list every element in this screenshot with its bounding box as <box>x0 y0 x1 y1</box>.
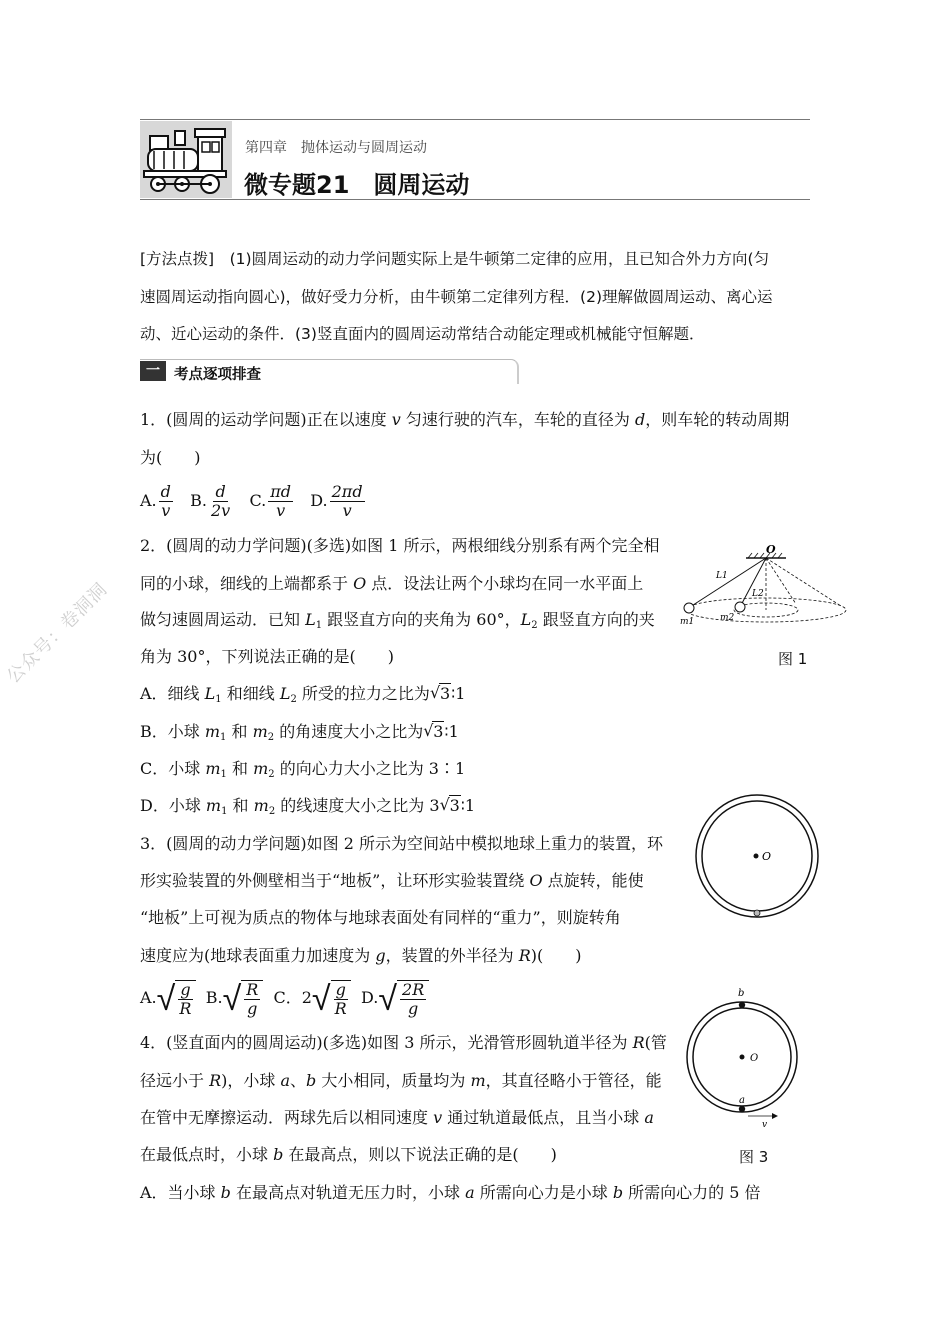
q2-option-c[interactable]: C．小球 $m_1$ 和 $m_2$ 的向心力大小之比为 3∶1 <box>140 759 466 780</box>
figure-2 <box>694 793 820 919</box>
fig2-label-O: O <box>762 850 772 863</box>
fig3-label-a: a <box>739 1095 745 1106</box>
q2-stem-line-3: 做匀速圆周运动．已知 $L_1$ 跟竖直方向的夹角为 60°，$L_2$ 跟竖直方向的夹 <box>140 610 655 631</box>
q1-option-a[interactable]: A. $\frac{d}{v}$ <box>140 482 171 520</box>
section-number: 一 <box>140 361 166 381</box>
fig1-label-O: O <box>766 544 776 556</box>
q4-stem-line-1: 4．(竖直面内的圆周运动)(多选)如图 3 所示，光滑管形圆轨道半径为 R(管 <box>140 1033 667 1052</box>
q4-stem-line-4: 在最低点时，小球 b 在最高点，则以下说法正确的是( ) <box>140 1145 557 1164</box>
q2-stem-line-1: 2．(圆周的动力学问题)(多选)如图 1 所示，两根细线分别系有两个完全相 <box>140 536 660 555</box>
q1-stem-line-1: 1．(圆周的运动学问题)正在以速度 v 匀速行驶的汽车，车轮的直径为 d，则车轮的转动周期 <box>140 410 790 429</box>
q3-option-b[interactable]: B. √ R g <box>206 988 264 1007</box>
conical-pendulum-diagram <box>676 544 850 632</box>
q1-options <box>140 482 367 520</box>
q2-stem-line-2: 同的小球，细线的上端都系于 O 点．设法让两个小球均在同一水平面上 <box>140 574 644 593</box>
header-top-rule <box>140 119 810 120</box>
q1-option-b[interactable]: B. $\frac{d}{2v}$ <box>190 482 231 520</box>
q3-option-a[interactable]: A. √ g R <box>140 988 196 1007</box>
intro-line-2: 速圆周运动指向圆心)，做好受力分析，由牛顿第二定律列方程．(2)理解做圆周运动、离心运 <box>140 288 773 306</box>
q4-stem-line-3: 在管中无摩擦运动．两球先后以相同速度 v 通过轨道最低点，且当小球 a <box>140 1108 654 1127</box>
figure-3-caption: 图 3 <box>739 1148 769 1166</box>
q3-options <box>140 978 429 1019</box>
section-header <box>140 359 519 384</box>
fig1-label-m2: m2 <box>720 613 735 623</box>
fig3-label-b: b <box>738 988 745 999</box>
tube-track-diagram <box>686 986 802 1128</box>
q3-option-c[interactable]: C．2 √ g R <box>273 988 350 1007</box>
fig1-label-L1: L1 <box>716 571 728 581</box>
q2-stem-line-4: 角为 30°，下列说法正确的是( ) <box>140 647 394 666</box>
q3-stem-line-2: 形实验装置的外侧壁相当于“地板”，让环形实验装置绕 O 点旋转，能使 <box>140 871 644 890</box>
q1-option-d[interactable]: D. $\frac{2\pi d}{v}$ <box>310 482 363 520</box>
q1-stem-line-2: 为( ) <box>140 448 201 467</box>
q1-option-c[interactable]: C. $\frac{\pi d}{v}$ <box>249 482 292 520</box>
q3-option-d[interactable]: D. √ 2R g <box>361 988 429 1007</box>
fig1-label-L2: L2 <box>752 589 764 599</box>
header-bottom-rule <box>140 199 810 200</box>
q3-stem-line-4: 速度应为(地球表面重力加速度为 g，装置的外半径为 R)( ) <box>140 946 582 965</box>
q2-option-a[interactable]: A．细线 $L_1$ 和细线 $L_2$ 所受的拉力之比为√ 3∶1 <box>140 684 465 704</box>
q2-option-d[interactable]: D．小球 $m_1$ 和 $m_2$ 的线速度大小之比为 3√ 3∶1 <box>140 796 475 816</box>
figure-1-caption: 图 1 <box>778 650 808 668</box>
train-logo <box>140 121 232 198</box>
ring-device-diagram <box>694 793 820 919</box>
q4-option-a[interactable]: A．当小球 b 在最高点对轨道无压力时，小球 a 所需向心力是小球 b 所需向心力的 5 倍 <box>140 1183 761 1202</box>
intro-line-1: [方法点拨] (1)圆周运动的动力学问题实际上是牛顿第二定律的应用，且已知合外力方向(匀 <box>140 250 770 268</box>
page-title: 微专题21 圆周运动 <box>244 171 470 199</box>
q2-option-b[interactable]: B．小球 $m_1$ 和 $m_2$ 的角速度大小之比为√ 3∶1 <box>140 722 459 742</box>
fig3-label-v: v <box>762 1120 768 1128</box>
watermark: 公众号：卷洞洞 <box>2 578 112 688</box>
q4-stem-line-2: 径远小于 R)，小球 a、b 大小相同，质量均为 m，其直径略小于管径，能 <box>140 1071 662 1090</box>
section-title: 考点逐项排查 <box>174 367 261 383</box>
chapter-label: 第四章 抛体运动与圆周运动 <box>245 140 427 156</box>
q3-stem-line-1: 3．(圆周的动力学问题)如图 2 所示为空间站中模拟地球上重力的装置，环 <box>140 834 664 853</box>
q3-stem-line-3: “地板”上可视为质点的物体与地球表面处有同样的“重力”，则旋转角 <box>140 908 621 927</box>
intro-line-3: 动、近心运动的条件．(3)竖直面内的圆周运动常结合动能定理或机械能守恒解题． <box>140 325 705 343</box>
figure-3 <box>686 986 802 1128</box>
fig3-label-O: O <box>750 1053 759 1064</box>
figure-1 <box>676 544 850 632</box>
fig1-label-m1: m1 <box>680 617 695 627</box>
